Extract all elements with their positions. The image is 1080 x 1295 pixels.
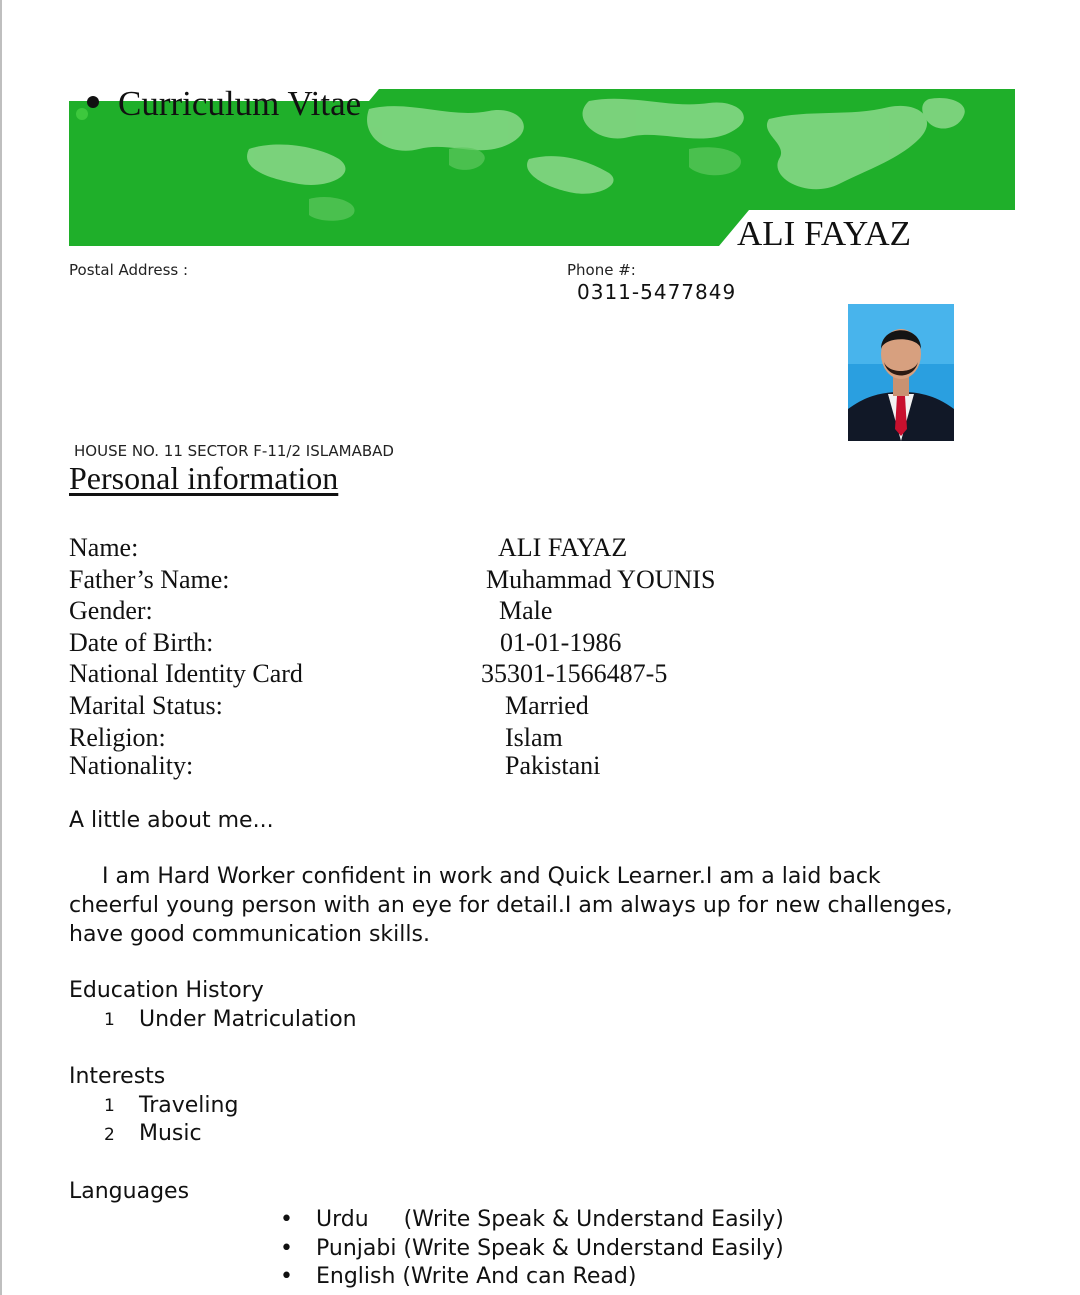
interest-item-number: 2: [104, 1125, 115, 1145]
dob-label: Date of Birth:: [69, 628, 214, 657]
language-bullet: •: [280, 1207, 293, 1232]
interest-item: Music: [139, 1121, 202, 1146]
religion-value: Islam: [505, 723, 563, 752]
cnic-label: National Identity Card: [69, 659, 303, 688]
father-name-value: Muhammad YOUNIS: [486, 565, 716, 594]
father-name-label: Father’s Name:: [69, 565, 230, 594]
language-bullet: •: [280, 1236, 293, 1261]
nationality-label: Nationality:: [69, 751, 194, 780]
marital-status-value: Married: [505, 691, 589, 720]
title-bullet-icon: [74, 94, 104, 122]
language-item: English (Write And can Read): [316, 1264, 637, 1289]
cv-title: Curriculum Vitae: [118, 84, 362, 123]
religion-label: Religion:: [69, 723, 166, 752]
gender-value: Male: [499, 596, 553, 625]
page-edge: [0, 0, 2, 1295]
interest-item: Traveling: [139, 1093, 239, 1118]
phone-label: Phone #:: [567, 261, 636, 279]
interest-item-number: 1: [104, 1096, 115, 1116]
education-item: Under Matriculation: [139, 1007, 357, 1032]
cnic-value: 35301-1566487-5: [481, 659, 668, 688]
postal-address-label: Postal Address :: [69, 261, 189, 279]
phone-value: 0311-5477849: [577, 280, 737, 304]
header-name: ALI FAYAZ: [737, 214, 912, 253]
interests-heading: Interests: [69, 1064, 166, 1089]
about-heading: A little about me...: [69, 808, 274, 833]
nationality-value: Pakistani: [505, 751, 601, 780]
education-item-number: 1: [104, 1010, 115, 1030]
profile-photo: [848, 304, 954, 441]
marital-status-label: Marital Status:: [69, 691, 223, 720]
about-text: I am Hard Worker confident in work and Quick Learner.I am a laid back cheerful young person with an eye for detail.I am always up for new challenges, have good communication skills.: [69, 864, 953, 947]
dob-value: 01-01-1986: [500, 628, 622, 657]
education-heading: Education History: [69, 978, 264, 1003]
gender-label: Gender:: [69, 596, 153, 625]
language-item: Punjabi (Write Speak & Understand Easily): [316, 1236, 784, 1261]
language-item: Urdu (Write Speak & Understand Easily): [316, 1207, 784, 1232]
name-label: Name:: [69, 533, 139, 562]
language-bullet: •: [280, 1264, 293, 1289]
personal-info-heading: Personal information: [69, 460, 339, 496]
name-value: ALI FAYAZ: [498, 533, 628, 562]
postal-address-value: HOUSE NO. 11 SECTOR F-11/2 ISLAMABAD: [74, 442, 394, 460]
languages-heading: Languages: [69, 1179, 190, 1204]
